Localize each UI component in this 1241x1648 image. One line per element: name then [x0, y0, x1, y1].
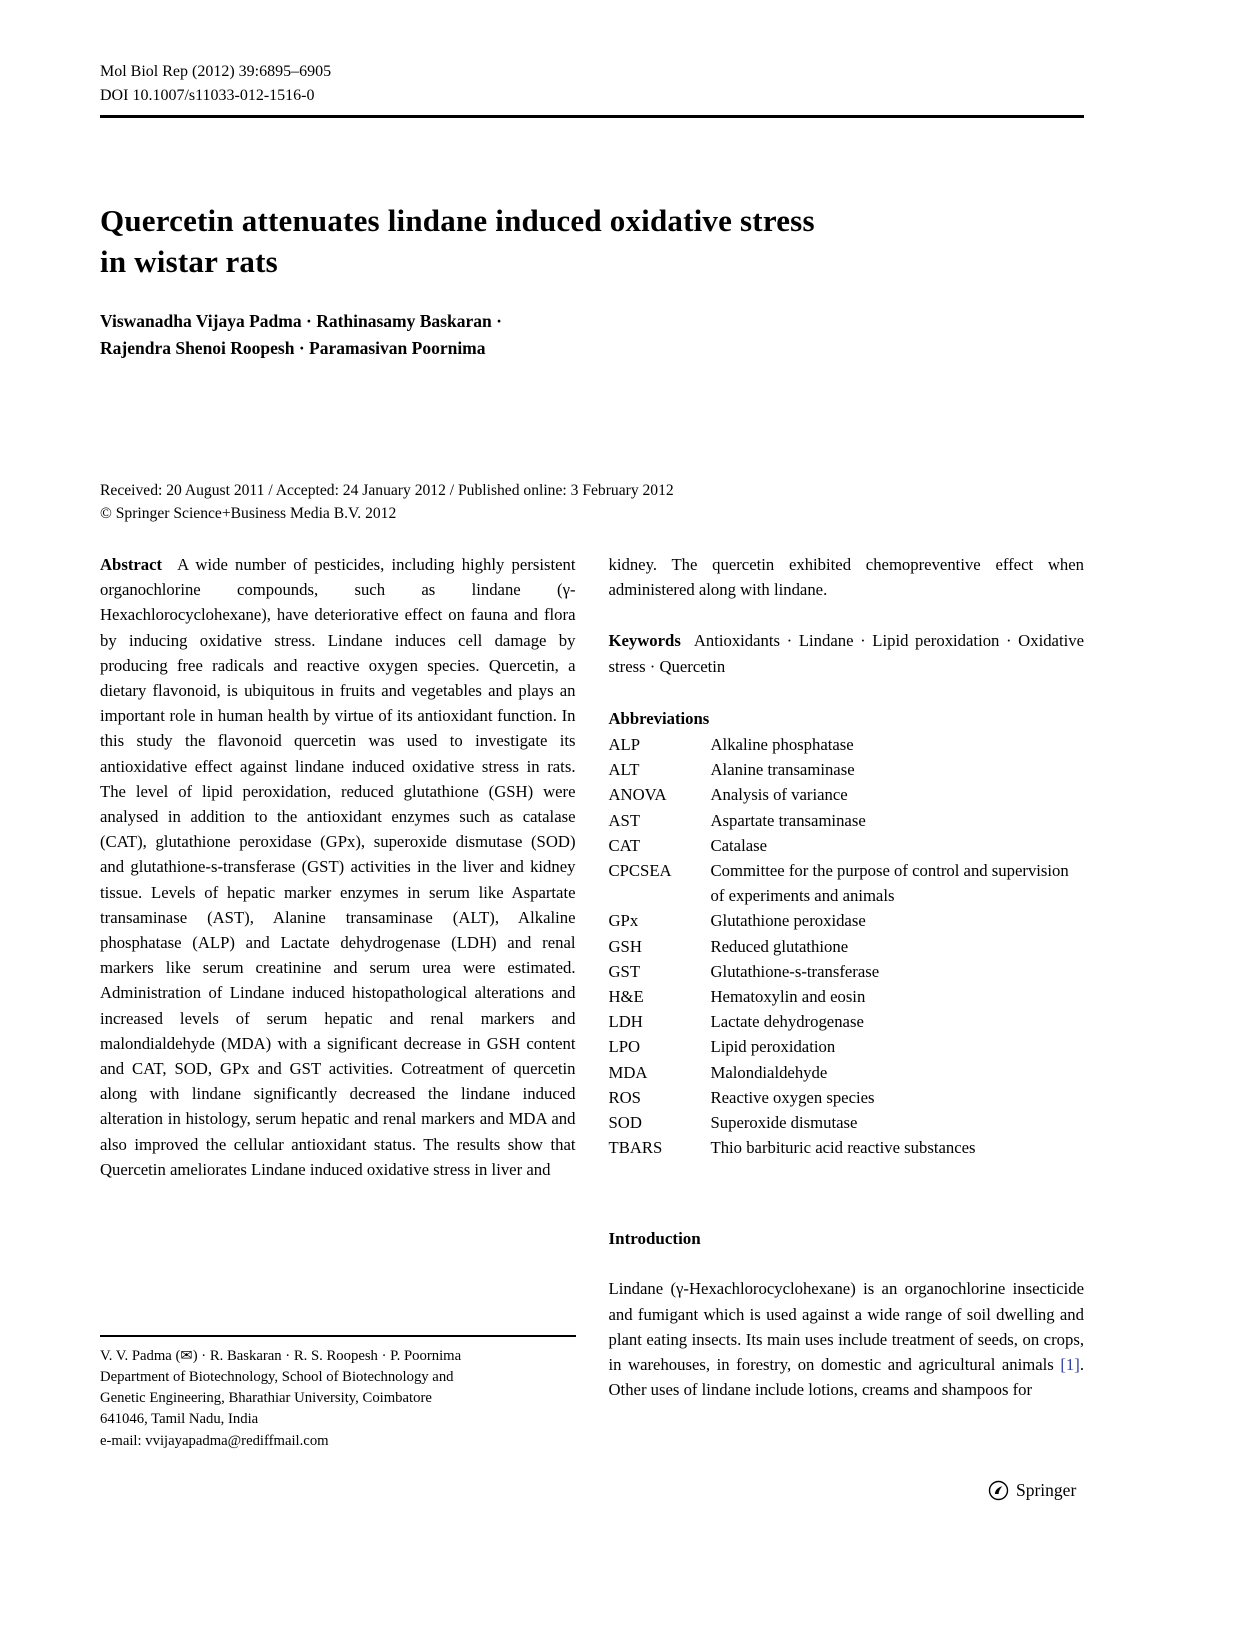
abbreviations-list: [609, 732, 1085, 1160]
abbreviation-term: CPCSEA: [608, 861, 672, 881]
introduction-text-before-ref: Lindane (γ-Hexachlorocyclohexane) is an organochlorine insecticide and fumigant which is used against a wide range of soil dwelling and plant eating insects. Its main uses include treatment of seeds, on crops, in warehouses, in forestry, on domestic and agricultural animals: [608, 1279, 1084, 1375]
abbreviation-row: [609, 959, 1085, 984]
abbreviation-term: ROS: [608, 1087, 641, 1107]
footnote-affiliation-line1: Department of Biotechnology, School of Biotechnology and: [100, 1368, 454, 1385]
abbreviation-row: [609, 934, 1085, 959]
abbreviation-term: ALP: [608, 735, 641, 755]
correspondence-footnote: [100, 1335, 576, 1452]
abbreviation-definition: Analysis of variance: [710, 785, 848, 805]
author-line1: Viswanadha Vijaya Padma · Rathinasamy Baskaran ·: [100, 311, 502, 331]
abstract-text: A wide number of pesticides, including highly persistent organochlorine compounds, such as lindane (γ-Hexachlorocyclohexane), have deteriorative effect on fauna and flora by inducing oxidative stress. Lindane induces cell damage by producing free radicals and reactive oxygen species. Quercetin, a dietary flavonoid, is ubiquitous in fruits and vegetables and plays an important role in human health by virtue of its antioxidant function. In this study the flavonoid quercetin was used to investigate its antioxidative effect against lindane induced oxidative stress in rats. The level of lipid peroxidation, reduced glutathione (GSH) were analysed in addition to the antioxidant enzymes such as catalase (CAT), glutathione peroxidase (GPx), superoxide dismutase (SOD) and glutathione-s-transferase (GST) activities in the liver and kidney tissue. Levels of hepatic marker enzymes in serum like Aspartate transaminase (AST), Alanine transaminase (ALT), Alkaline phosphatase (ALP) and Lactate dehydrogenase (LDH) and renal markers like serum creatinine and serum urea were estimated. Administration of Lindane induced histopathological alterations and increased levels of serum hepatic and renal markers and malondialdehyde (MDA) with a significant decrease in GSH content and CAT, SOD, GPx and GST activities. Cotreatment of quercetin along with lindane significantly decreased the lindane induced alteration in histology, serum hepatic and renal markers and MDA and also improved the cellular antioxidant status. The results show that Quercetin ameliorates Lindane induced oxidative stress in liver and: [100, 555, 576, 1179]
author-list: [100, 308, 502, 362]
abbreviation-definition: Lipid peroxidation: [710, 1037, 836, 1057]
abbreviation-term: H&E: [608, 987, 644, 1007]
abbreviation-row: [609, 1110, 1085, 1135]
abbreviation-definition: Glutathione-s-transferase: [710, 961, 880, 981]
keywords-paragraph: [609, 628, 1085, 678]
abbreviation-term: LDH: [608, 1012, 643, 1032]
publication-dates: [100, 479, 674, 525]
abbreviation-term: AST: [608, 810, 641, 830]
abbreviation-definition: Committee for the purpose of control and supervision of experiments and animals: [710, 861, 1069, 906]
abbreviation-row: [609, 1085, 1085, 1110]
abbreviation-definition: Aspartate transaminase: [710, 810, 866, 830]
abbreviation-definition: Reactive oxygen species: [710, 1087, 875, 1107]
journal-header: [100, 60, 331, 108]
two-column-body: [100, 552, 1084, 1452]
abbreviation-definition: Alkaline phosphatase: [710, 735, 854, 755]
abbreviation-row: [609, 833, 1085, 858]
header-rule: [100, 115, 1084, 118]
abbreviation-row: [609, 1009, 1085, 1034]
abbreviation-definition: Lactate dehydrogenase: [710, 1012, 864, 1032]
article-title-line1: Quercetin attenuates lindane induced oxidative stress: [100, 203, 815, 238]
footnote-rule: [100, 1335, 576, 1336]
abbreviation-term: LPO: [608, 1037, 641, 1057]
abbreviation-row: [609, 908, 1085, 933]
abbreviation-term: CAT: [608, 835, 641, 855]
abstract-continuation-paragraph: kidney. The quercetin exhibited chemopreventive effect when administered along with lindane.: [608, 555, 1084, 600]
abbreviation-term: GST: [608, 961, 641, 981]
abbreviation-term: MDA: [608, 1062, 648, 1082]
abbreviation-term: GSH: [608, 936, 642, 956]
article-title: [100, 200, 815, 282]
reference-1-link[interactable]: [1]: [1060, 1355, 1080, 1375]
abbreviation-definition: Alanine transaminase: [710, 760, 855, 780]
journal-citation: Mol Biol Rep (2012) 39:6895–6905: [100, 63, 332, 80]
abstract-label: Abstract: [100, 555, 163, 574]
introduction-text-after-ref: . Other uses of lindane include lotions, creams and shampoos for: [608, 1355, 1084, 1400]
keywords-label: Keywords: [608, 631, 681, 651]
abbreviation-term: SOD: [608, 1113, 642, 1133]
abbreviation-definition: Thio barbituric acid reactive substances: [710, 1138, 976, 1158]
author-line2: Rajendra Shenoi Roopesh · Paramasivan Poornima: [100, 338, 486, 358]
footnote-email-line: e-mail: vvijayapadma@rediffmail.com: [100, 1432, 329, 1449]
abbreviation-row: [609, 757, 1085, 782]
footnote-affiliation-line2: Genetic Engineering, Bharathiar University, Coimbatore: [100, 1390, 432, 1407]
abbreviation-row: [609, 808, 1085, 833]
abbreviation-row: [609, 984, 1085, 1009]
abbreviation-row: [609, 858, 1085, 908]
springer-logo-icon: [988, 1480, 1009, 1501]
footnote-affiliation-line3: 641046, Tamil Nadu, India: [100, 1411, 259, 1428]
doi-line: DOI 10.1007/s11033-012-1516-0: [100, 87, 315, 104]
abbreviation-definition: Superoxide dismutase: [710, 1113, 858, 1133]
footnote-authors-line: V. V. Padma (✉) · R. Baskaran · R. S. Roopesh · P. Poornima: [100, 1347, 462, 1364]
introduction-paragraph: [609, 1276, 1085, 1402]
right-column: [609, 552, 1085, 1452]
article-title-line2: in wistar rats: [100, 244, 278, 279]
abbreviation-row: [609, 1060, 1085, 1085]
abbreviations-heading: Abbreviations: [608, 708, 710, 728]
keywords-text: Antioxidants · Lindane · Lipid peroxidation · Oxidative stress · Quercetin: [608, 631, 1084, 676]
publisher-mark: [988, 1480, 1076, 1501]
left-column: [100, 552, 576, 1452]
abbreviation-row: [609, 1034, 1085, 1059]
footnote-text: [100, 1346, 576, 1452]
abbreviation-term: GPx: [608, 911, 639, 931]
publisher-name: Springer: [1016, 1480, 1077, 1500]
abbreviation-term: ANOVA: [608, 785, 667, 805]
abbreviation-term: TBARS: [608, 1138, 663, 1158]
introduction-heading: Introduction: [608, 1229, 701, 1249]
abbreviation-definition: Reduced glutathione: [710, 936, 849, 956]
abbreviation-definition: Hematoxylin and eosin: [710, 987, 866, 1007]
abbreviation-definition: Malondialdehyde: [710, 1062, 828, 1082]
abbreviation-definition: Catalase: [710, 835, 768, 855]
received-accepted-line: Received: 20 August 2011 / Accepted: 24 January 2012 / Published online: 3 February 2012: [100, 482, 674, 499]
abstract-paragraph: [100, 552, 576, 1182]
abbreviation-row: [609, 732, 1085, 757]
abbreviation-term: ALT: [608, 760, 640, 780]
copyright-line: © Springer Science+Business Media B.V. 2012: [100, 505, 397, 522]
abbreviation-row: [609, 782, 1085, 807]
abbreviation-definition: Glutathione peroxidase: [710, 911, 866, 931]
abbreviation-row: [609, 1135, 1085, 1160]
